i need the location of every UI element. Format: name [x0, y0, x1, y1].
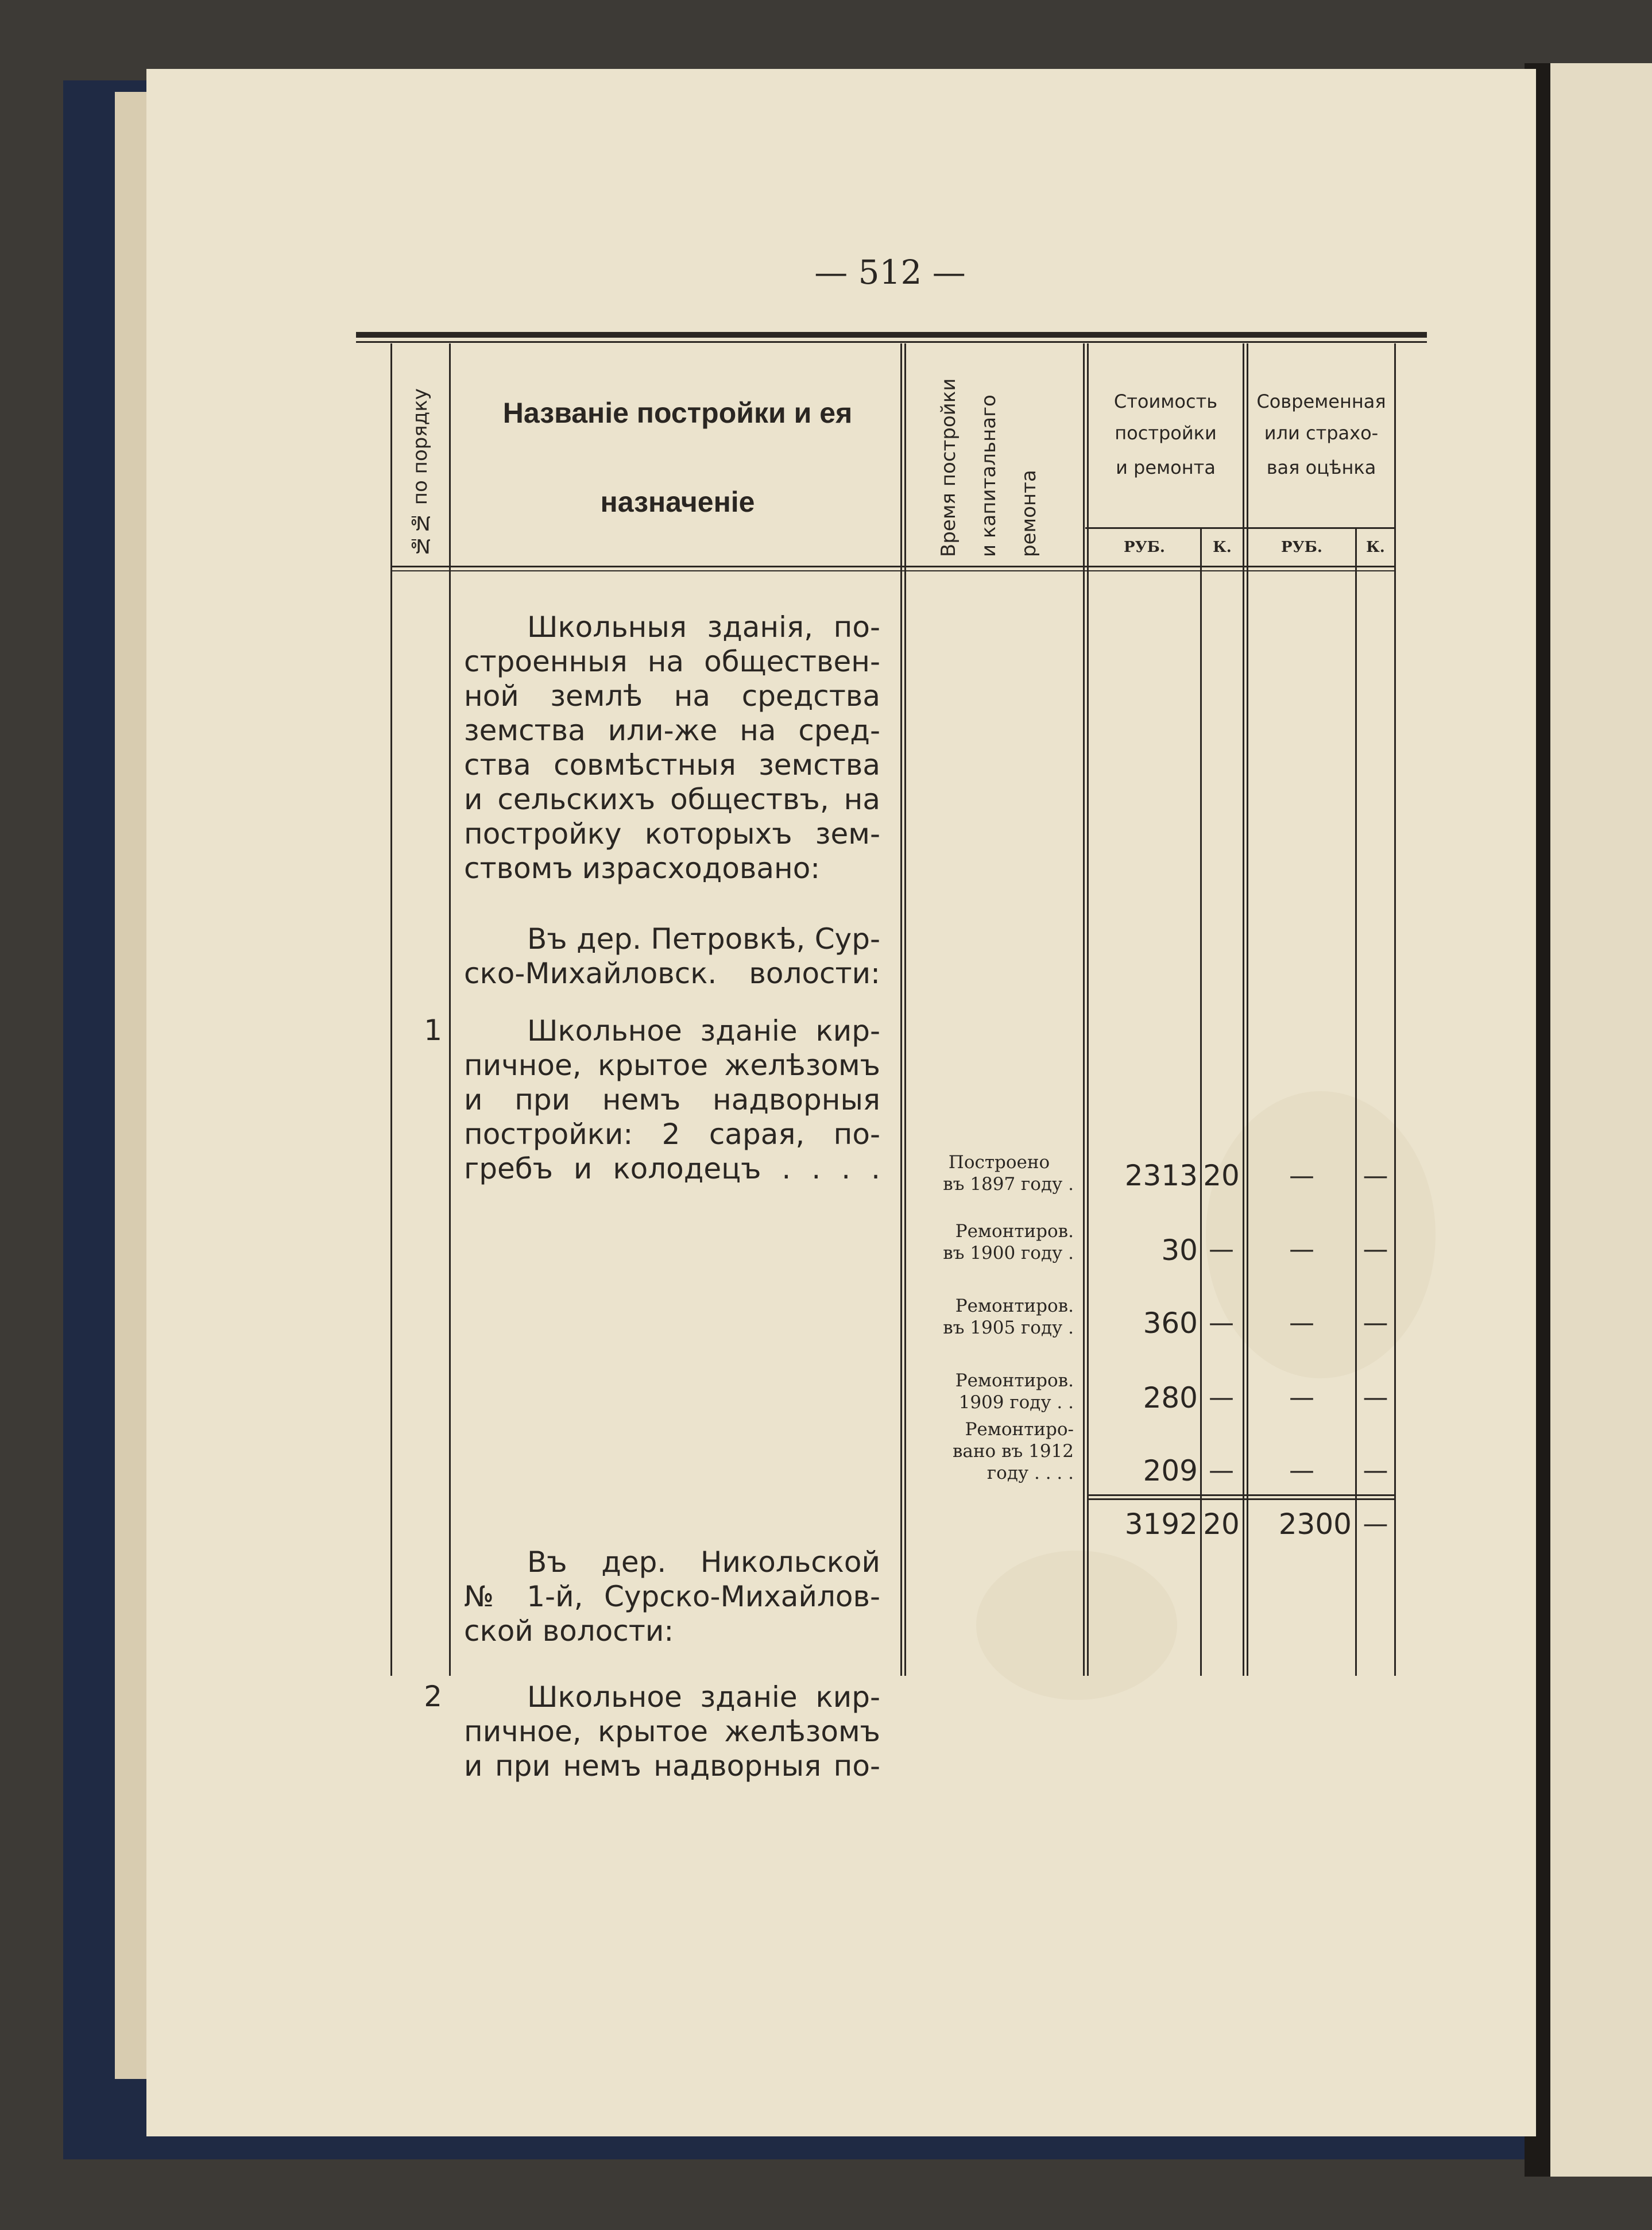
- header-col-estimate-line2: или страхо-: [1264, 422, 1379, 444]
- entry-time-1: [902, 1151, 1074, 1195]
- text-line: пичное, крытое желѣзомъ: [464, 1715, 880, 1748]
- text-line: постройки: 2 сарая, по-: [464, 1118, 880, 1151]
- header-bottom-rule-2: [390, 570, 1395, 571]
- facing-page: [1550, 63, 1652, 2177]
- time-line: въ 1897 году .: [943, 1174, 1074, 1195]
- entry-est-kop-2: —: [1363, 1235, 1388, 1264]
- unit-cost-rub: РУБ.: [1124, 539, 1165, 556]
- entry-cost-rub-4: 280: [1143, 1381, 1198, 1414]
- col-divider-cost-1: [1243, 343, 1244, 1676]
- time-line: Ремонтиров.: [955, 1221, 1074, 1242]
- header-col-time-line3: ремонта: [1017, 470, 1040, 557]
- unit-cost-kop: К.: [1213, 539, 1232, 556]
- paper-stain: [976, 1551, 1177, 1700]
- text-line: гребъ и колодецъ . . . .: [464, 1152, 880, 1185]
- header-col-time-line1: Время постройки: [937, 378, 960, 557]
- header-col-cost-line2: постройки: [1115, 422, 1217, 444]
- table-top-rule: [356, 332, 1427, 338]
- entry-cost-rub-3: 360: [1143, 1307, 1198, 1340]
- text-line: пичное, крытое желѣзомъ: [464, 1049, 880, 1082]
- row-2-description: [464, 1680, 880, 1783]
- header-col-estimate-line1: Современная: [1256, 391, 1386, 412]
- row-number-1: 1: [424, 1014, 442, 1047]
- text-line: ской волости:: [464, 1614, 674, 1648]
- text-line: и при немъ надворныя: [464, 1083, 880, 1116]
- unit-estimate-rub: РУБ.: [1281, 539, 1322, 556]
- table-right-border: [1394, 343, 1396, 1676]
- col-divider-est-kop: [1355, 528, 1357, 1676]
- time-line: въ 1900 году .: [943, 1243, 1074, 1263]
- total-cost-kop: 20: [1203, 1508, 1240, 1541]
- entry-cost-rub-5: 209: [1143, 1454, 1198, 1487]
- entry-cost-kop-3: —: [1209, 1308, 1234, 1338]
- page-number: — 512 —: [814, 253, 966, 292]
- header-col-name-line2: назначеніе: [600, 486, 755, 518]
- col-divider-cost-kop: [1200, 528, 1202, 1676]
- entry-est-kop-3: —: [1363, 1308, 1388, 1338]
- total-rule-1: [1089, 1494, 1395, 1496]
- time-line: Ремонтиро-: [965, 1419, 1074, 1440]
- text-line: земства или-же на сред-: [464, 714, 880, 747]
- intro-paragraph: [464, 610, 880, 886]
- header-col-estimate-line3: вая оцѣнка: [1266, 457, 1376, 478]
- header-col-number: №№ по порядку: [409, 388, 432, 557]
- time-line: въ 1905 году .: [943, 1317, 1074, 1338]
- time-line: 1909 году . .: [958, 1392, 1074, 1413]
- time-line: Ремонтиров.: [955, 1370, 1074, 1391]
- text-line: и при немъ надворныя по-: [464, 1749, 880, 1783]
- entry-cost-kop-1: 20: [1203, 1159, 1240, 1192]
- entry-cost-rub-2: 30: [1161, 1234, 1198, 1267]
- text-line: Школьное зданіе кир-: [527, 1680, 880, 1714]
- row-number-2: 2: [424, 1680, 442, 1713]
- entry-est-rub-4: —: [1289, 1383, 1314, 1412]
- col-divider-num: [449, 343, 451, 1676]
- total-rule-2: [1089, 1498, 1395, 1500]
- entry-cost-rub-1: 2313: [1124, 1159, 1198, 1192]
- header-col-time-line2: и капитальнаго: [977, 395, 1000, 557]
- text-line: ско-Михайловск. волости:: [464, 957, 880, 990]
- time-line: Построено: [948, 1152, 1050, 1173]
- entry-cost-kop-4: —: [1209, 1383, 1234, 1412]
- total-estimate-rub: 2300: [1278, 1508, 1352, 1541]
- time-line: вано въ 1912: [952, 1441, 1074, 1462]
- time-line: Ремонтиров.: [955, 1296, 1074, 1316]
- text-line: и сельскихъ обществъ, на: [464, 783, 880, 816]
- row-1-description: [464, 1014, 880, 1186]
- text-line: Въ дер. Никольской: [527, 1545, 880, 1579]
- entry-est-kop-1: —: [1363, 1161, 1388, 1191]
- header-col-cost-line1: Стоимость: [1113, 391, 1218, 412]
- table-left-border: [390, 343, 392, 1676]
- entry-cost-kop-2: —: [1209, 1235, 1234, 1264]
- text-line: ной землѣ на средства: [464, 679, 880, 713]
- text-line: ствомъ израсходовано:: [464, 852, 821, 885]
- entry-cost-kop-5: —: [1209, 1456, 1234, 1485]
- table-top-rule-thin: [356, 341, 1427, 343]
- entry-est-rub-3: —: [1289, 1308, 1314, 1338]
- text-line: строенныя на обществен‑: [464, 645, 880, 678]
- entry-time-4: [902, 1370, 1074, 1413]
- entry-est-rub-1: —: [1289, 1161, 1314, 1191]
- unit-estimate-kop: К.: [1366, 539, 1385, 556]
- entry-time-2: [902, 1220, 1074, 1264]
- entry-time-5: [902, 1419, 1074, 1484]
- entry-est-kop-4: —: [1363, 1383, 1388, 1412]
- entry-est-rub-2: —: [1289, 1235, 1314, 1264]
- text-line: Школьное зданіе кир-: [527, 1014, 880, 1048]
- time-line: году . . . .: [986, 1463, 1074, 1483]
- entry-est-kop-5: —: [1363, 1456, 1388, 1485]
- entry-time-3: [902, 1295, 1074, 1339]
- text-line: постройку которыхъ зем-: [464, 817, 880, 851]
- village-heading-2: [464, 1545, 880, 1648]
- header-bottom-rule: [390, 566, 1395, 567]
- total-estimate-kop: —: [1363, 1509, 1388, 1539]
- entry-est-rub-5: —: [1289, 1456, 1314, 1485]
- text-line: Въ дер. Петровкѣ, Сур-: [527, 922, 880, 956]
- header-col-cost-line3: и ремонта: [1116, 457, 1216, 478]
- unit-rule: [1085, 527, 1395, 529]
- text-line: № 1-й, Сурско-Михайлов-: [464, 1580, 880, 1613]
- header-col-name-line1: Названіе постройки и ея: [502, 397, 853, 429]
- text-line: ства совмѣстныя земства: [464, 748, 880, 782]
- total-cost-rub: 3192: [1124, 1508, 1198, 1541]
- col-divider-time-1: [1083, 343, 1085, 1676]
- text-line: Школьныя зданія, по-: [527, 610, 880, 644]
- village-heading-1: [464, 922, 880, 991]
- page-stack: [115, 92, 149, 2079]
